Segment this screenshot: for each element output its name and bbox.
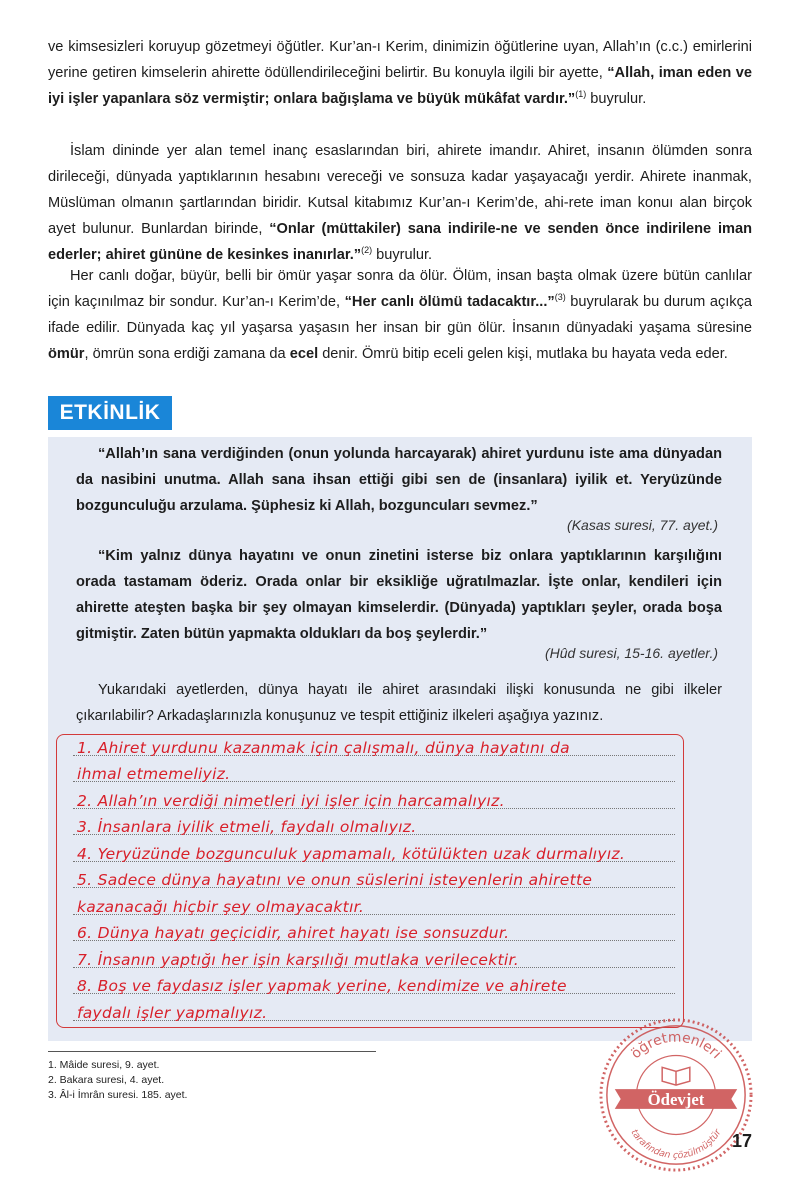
footnote-ref: (2) (361, 245, 373, 255)
answer-line (73, 841, 675, 867)
paragraph-2 (48, 138, 752, 268)
footnote-1: 1. Mâide suresi, 9. ayet. (48, 1059, 160, 1071)
footnote-2: 2. Bakara suresi, 4. ayet. (48, 1074, 165, 1086)
verse-quote: “Her canlı ölümü tadacaktır...” (344, 294, 555, 310)
paragraph-text: , ömrün sona erdiği zamana da (84, 346, 290, 362)
stamp-top-text: öğretmenleri (628, 1029, 725, 1063)
book-icon (662, 1067, 690, 1085)
handwritten-answer: 3. İnsanlara iyilik etmeli, faydalı olmalıyız. (77, 818, 417, 836)
footnote-ref: (3) (554, 292, 566, 302)
activity-tag: ETKİNLİK (48, 396, 172, 430)
verse-quote-kasas: “Allah’ın sana verdiğinden (onun yolunda harcayarak) ahiret yurdunu iste ama dünyadan da nasibini unutma. Allah sana ihsan ettiği gibi sen de (insanlara) iyilik et. Yeryüzünde bozgunculuğu arzulama. Şüphesiz ki Allah, bozguncuları sevmez.” (76, 446, 722, 514)
handwritten-answer: 1. Ahiret yurdunu kazanmak için çalışmalı, dünya hayatını da (77, 739, 570, 757)
verse-quote-hud: “Kim yalnız dünya hayatını ve onun zinetini isterse biz onlara yaptıklarının karşılığını orada tastamam öderiz. Orada onlar bir eksikliğe uğratılmazlar. İşte onlar, kendileri için ahirette ateşten başka bir şey olmayan kimselerdir. (Dünyada) yaptıkları şeyler, orada boşa gitmiştir. Zaten bütün yapmakta oldukları da boş şeylerdir.” (76, 548, 722, 642)
handwritten-answer: 5. Sadece dünya hayatını ve onun süslerini isteyenlerin ahirette (77, 871, 593, 889)
paragraph-text: buyrulur. (372, 247, 433, 263)
answer-line (73, 920, 675, 946)
handwritten-answer: 2. Allah’ın verdiği nimetleri iyi işler için harcamalıyız. (77, 792, 505, 810)
handwritten-answer: ihmal etmemeliyiz. (77, 765, 231, 783)
handwritten-answer: 6. Dünya hayatı geçicidir, ahiret hayatı ise sonsuzdur. (77, 924, 510, 942)
answer-line (73, 973, 675, 999)
activity-box (48, 437, 752, 1041)
handwritten-answer: faydalı işler yapmalıyız. (77, 1004, 268, 1022)
paragraph-text: ve kimsesizleri koruyup gözetmeyi öğütler. Kur’an-ı Kerim, dinimizin öğütlerine uyan, Allah’ın (c.c.) emirlerini yerine getiren kimselerin ahirette ödüllendirileceğini belirtir. Bu konuyla ilgili bir ayette, (48, 39, 752, 81)
footnote-3: 3. Âl-i İmrân suresi. 185. ayet. (48, 1089, 188, 1101)
answer-line (73, 1000, 675, 1026)
verse-citation-kasas: (Kasas suresi, 77. ayet.) (567, 517, 718, 533)
stamp-banner-text: Ödevjet (647, 1089, 705, 1109)
verse-citation-hud: (Hûd suresi, 15-16. ayetler.) (545, 645, 718, 661)
answer-line (73, 947, 675, 973)
answer-line (73, 894, 675, 920)
handwritten-answer: 8. Boş ve faydasız işler yapmak yerine, kendimize ve ahirete (77, 977, 567, 995)
paragraph-text: İslam dininde yer alan temel inanç esaslarından biri, ahirete imandır. Ahiret, insanın ölümden sonra dirileceği, dünyada yaptıklarının hesabını vereceği ve sonsuza kadar yaşayacağı yerdir. Ahirete inanmak, Müslüman olmanın şartlarından biridir. Kutsal kitabımız Kur’an-ı Kerim’de, ahi-rete iman konuı alan birçok ayet bulunur. Bunlardan birinde, (48, 143, 752, 237)
paragraph-text: Her canlı doğar, büyür, belli bir ömür yaşar sonra da ölür. Ölüm, insan başta olmak üzere bütün canlılar için kaçınılmaz bir sondur. Kur’an-ı Kerim’de, (48, 268, 752, 310)
footnote-ref: (1) (575, 89, 587, 99)
handwritten-answer: 7. İnsanın yaptığı her işin karşılığı mutlaka verilecektir. (77, 951, 519, 969)
paragraph-text: denir. Ömrü bitip eceli gelen kişi, mutlaka bu hayata veda eder. (318, 346, 728, 362)
answer-line (73, 814, 675, 840)
term-ecel: ecel (289, 346, 319, 362)
answer-line (73, 761, 675, 787)
stamp-bottom-text: tarafından çözülmüştür (628, 1127, 724, 1162)
handwritten-answer: 4. Yeryüzünde bozgunculuk yapmamalı, kötülükten uzak durmalıyız. (77, 845, 626, 863)
page-number: 17 (732, 1131, 753, 1151)
verse-quote: “Allah, iman eden ve iyi işler yapanlara söz vermiştir; onlara bağışlama ve büyük mükâfat vardır.” (48, 65, 752, 107)
verse-quote: “Onlar (müttakiler) sana indirile-ne ve senden önce indirilene iman ederler; ahiret gününe de kesinkes inanırlar.” (48, 221, 753, 263)
answer-line (73, 735, 675, 761)
footnote-divider (48, 1051, 376, 1052)
paragraph-3 (48, 263, 752, 367)
answer-line (73, 867, 675, 893)
paragraph-text: buyrularak bu durum açıkça ifade edilir. Dünyada kaç yıl yaşarsa yaşasın her insan bir gün ölür. İnsanın dünyadaki yaşama süresine (48, 294, 753, 336)
handwritten-answer: kazanacağı hiçbir şey olmayacaktır. (77, 898, 365, 916)
answer-area[interactable] (56, 734, 684, 1028)
answer-line (73, 788, 675, 814)
paragraph-text: buyrulur. (586, 91, 647, 107)
activity-question: Yukarıdaki ayetlerden, dünya hayatı ile ahiret arasındaki ilişki konusunda ne gibi ilkeler çıkarılabilir? Arkadaşlarınızla konuşunuz ve tespit ettiğiniz ilkeleri aşağıya yazınız. (76, 682, 722, 724)
term-omur: ömür (48, 346, 85, 362)
paragraph-1 (48, 34, 752, 112)
